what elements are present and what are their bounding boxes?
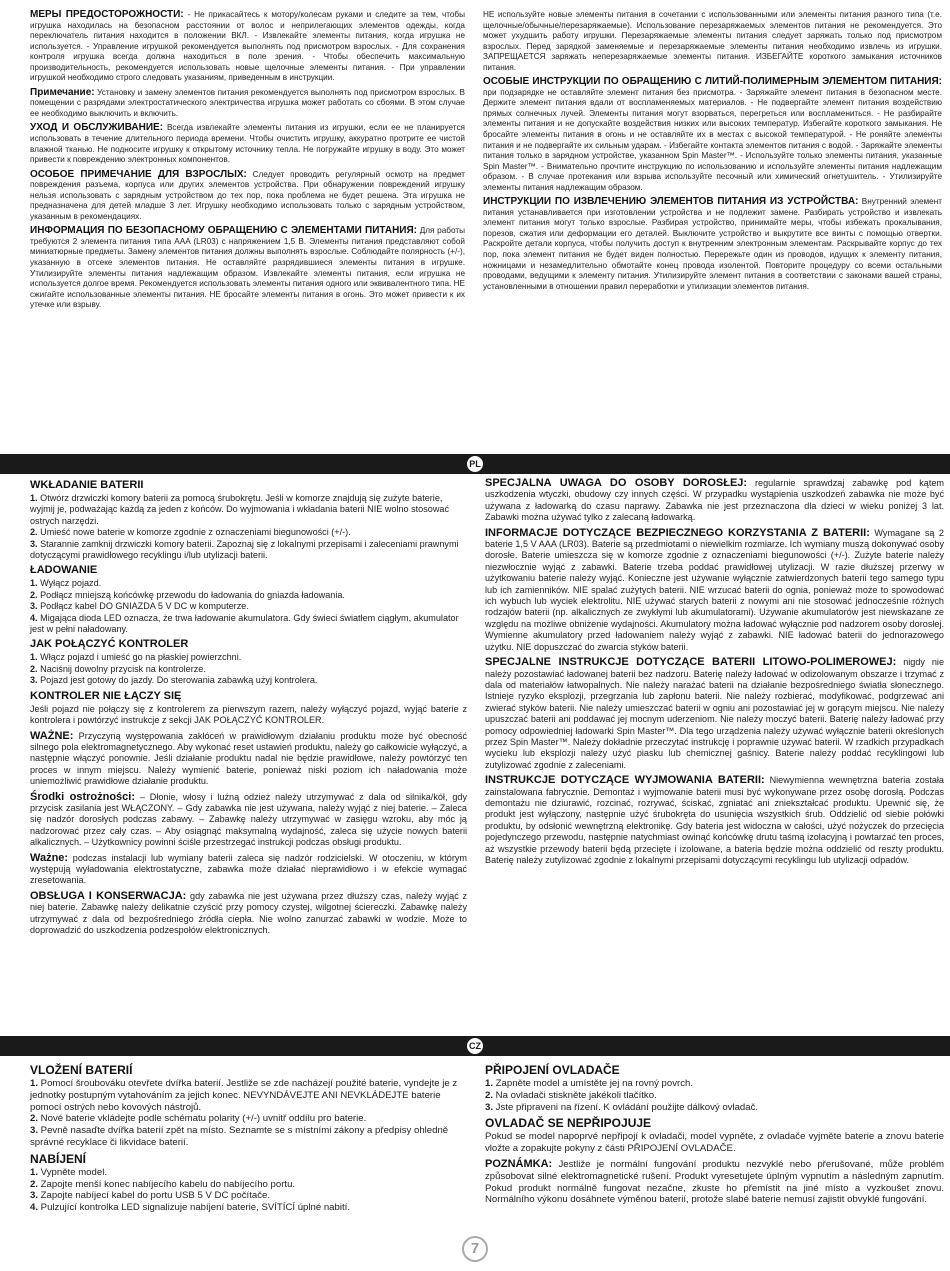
pl-pairing-heading: JAK POŁĄCZYĆ KONTROLER xyxy=(30,638,189,651)
paragraph-heading: WAŻNE: xyxy=(30,729,74,742)
paragraph xyxy=(30,10,465,84)
cz-note-paragraph xyxy=(485,1159,944,1206)
paragraph-text: nigdy nie należy pozostawiać ładowanej baterii bez nadzoru. Baterię należy ładować w odizolowanym obszarze i trzymać z dala od materiałów łatwopalnych. Nie należy narażać baterii na działanie bezpośredniego światła słonecznego. Istnieje ryzyko eksplozji, przegrzania lub zapłonu baterii. Nie należy rozbierać, modyfikować, podgrzewać ani zwierać styków baterii. Nie należy umieszczać baterii w ogniu ani pozostawiać jej w gorącym miejscu. Nie należy upuszczać baterii ani poddawać jej mocnym uderzeniom. Nie należy moczyć baterii. Baterię należy ładować przy pomocy odpowiedniej ładowarki Spin Master™. Dla tego urządzenia należy używać wyłącznie baterii określonych przez Spin Master™. Należy dokładnie przeczytać instrukcję i poprawnie używać baterii. W rzadkich przypadkach wycieku lub eksplozji należy użyć piasku lub chemicznej gaśnicy. Baterie należy poddać recyklingowi lub zutylizować zgodnie z zaleceniami. xyxy=(485,657,945,770)
step-number: 2. xyxy=(30,527,38,538)
paragraph xyxy=(30,88,465,120)
step-text: Pomocí šroubováku otevřete dvířka baterií. Jestliže se zde nacházejí použité baterie, vyndejte je z jednotky postupným vytahováním za jejich konec. NEVYNDÁVEJTE ANI NEVKLÁDEJTE baterie pomocí ostrých nebo kovových nástrojů. xyxy=(30,1078,458,1113)
step-text: Otwórz drzwiczki komory baterii za pomocą śrubokrętu. Jeśli w komorze znajdują się zużyte baterie, wyjmij je, podważając każdą za jeden z końców. Do wyjmowania i wkładania baterii NIE wolno stosować ostrych narzędzi. xyxy=(30,493,450,526)
paragraph-text: Wymagane są 2 baterie 1,5 V AAA (LR03). Baterie są przedmiotami o niewielkim rozmiarze. Ich wymiany muszą dokonywać osoby dorosłe. Baterie umieszcza się w komorze zgodnie z oznaczeniami biegunowości (+/-). Zużyte baterie należy niezwłocznie wyjąć z zabawki. Baterie trzeba poddać prawidłowej utylizacji. W razie dłuższej przerwy w użytkowaniu baterie należy wyjąć. Konieczne jest używanie wyłącznie zatwierdzonych baterii tego samego typu lub ich zamienników. NIE spalać zużytych baterii. NIE wrzucać baterii do ognia, ponieważ może to spowodować ich wybuch lub wyciek elektrolitu. NIE używać starych baterii z nowymi ani nie stosować jednocześnie różnych rodzajów baterii (np. alkalicznych ze zwykłymi lub akumulatorami). Używanie akumulatorów jest niewskazane ze względu na możliwe obniżenie wydajności. Akumulatory można ładować wyłącznie pod nadzorem osoby dorosłej. Wymienne akumulatory przed ładowaniem należy wyjąć z zabawki. NIE ładować baterii do jednorazowego użytku. NIE dopuszczać do zwarcia styków baterii. xyxy=(485,527,944,652)
list-item xyxy=(30,1190,467,1202)
paragraph xyxy=(30,853,467,887)
paragraph-text: НЕ используйте новые элементы питания в сочетании с использованными или элементы питания разного типа (т.е. щелочные/обычные/перезаряжаемые). Использование перезаряжаемых элементов питания не рекомендуется. Это может ухудшить работу игрушки. Перезаряжаемые элементы питания следует заряжать только под присмотром взрослых. Перед зарядкой заменяемые и перезаряжаемые элементы питания необходимо извлечь из игрушки. ЗАПРЕЩАЕТСЯ заряжать неперезаряжаемые элементы питания. ИЗБЕГАЙТЕ короткого замыкания источников питания. xyxy=(483,10,942,72)
step-number: 1. xyxy=(30,652,38,663)
step-number: 3. xyxy=(30,538,38,549)
pl-not-pairing-heading: KONTROLER NIE ŁĄCZY SIĘ xyxy=(30,689,182,702)
pl-section xyxy=(0,478,950,1030)
list-item xyxy=(30,493,467,527)
pl-batteries-steps xyxy=(30,493,467,561)
paragraph-text: Всегда извлекайте элементы питания из игрушки, если ее не планируется использовать в течение длительного периода времени. Чтобы очистить игрушку, аккуратно протрите ее чистой влажной тканью. Не подносите игрушку к открытому источнику тепла. Не погружайте игрушку в воду. Это может привести к повреждению электронных компонентов. xyxy=(30,123,465,165)
pl-pairing-steps xyxy=(30,652,467,686)
ru-right-column xyxy=(477,10,950,442)
cz-pairing-steps xyxy=(485,1078,944,1113)
cz-language-badge: CZ xyxy=(465,1036,485,1056)
step-number: 1. xyxy=(30,493,38,503)
list-item xyxy=(30,1125,467,1149)
paragraph xyxy=(30,123,465,165)
cz-charging-heading: NABÍJENÍ xyxy=(30,1151,87,1166)
list-item xyxy=(30,1202,467,1214)
step-number: 4. xyxy=(30,612,38,623)
paragraph-text: podczas instalacji lub wymiany baterii zaleca się nadzór rodzicielski. W otoczeniu, w którym występują wyładowania elektrostatyczne, zabawka może działać nieprawidłowo i w efekcie wymagać zresetowania. xyxy=(30,852,467,886)
step-number: 3. xyxy=(30,675,38,686)
step-number: 1. xyxy=(30,1166,39,1178)
paragraph-heading: INFORMACJE DOTYCZĄCE BEZPIECZNEGO KORZYSTANIA Z BATERII: xyxy=(485,526,870,539)
pl-section-divider xyxy=(0,454,950,474)
paragraph-text: - Не прикасайтесь к мотору/колесам руками и следите за тем, чтобы игрушка находилась на безопасном расстоянии от волос и неприлегающих элементов одежды, когда переключатель питания находится в положении ВКЛ. - Извлекайте элементы питания, когда игрушка не используется. - Управление игрушкой рекомендуется выполнять под присмотром взрослых. - Для сохранения контроля игрушка всегда должна находиться в поле зрения. - Чтобы обеспечить максимальную производительность, рекомендуется использовать новые щелочные элементы питания. - При управлении игрушкой необходимо строго следовать указаниям, приведенным в инструкции. xyxy=(30,10,465,83)
step-number: 1. xyxy=(485,1078,494,1089)
step-text: Na ovladači stiskněte jakékoli tlačítko. xyxy=(493,1089,657,1101)
cz-not-pairing-text: Pokud se model napoprvé nepřipojí k ovladači, model vypněte, z ovladače vyjměte baterie a znovu baterie vložte a zopakujte pokyny z části PŘIPOJENÍ OVLADAČE. xyxy=(485,1131,944,1155)
step-number: 2. xyxy=(30,589,38,600)
paragraph-heading: OBSŁUGA I KONSERWACJA: xyxy=(30,889,187,902)
list-item xyxy=(30,1078,467,1113)
step-number: 2. xyxy=(30,1113,39,1125)
paragraph-text: Przyczyną występowania zakłóceń w prawidłowym działaniu produktu może być obecność silnego pola elektromagnetycznego. Aby wykonać reset ustawień produktu, należy go całkowicie wyłączyć, a następnie włączyć ponownie. Jeśli działanie produktu nadal nie będzie prawidłowe, należy powtórzyć ten proces w innym miejscu. Należy wymienić baterie, ponieważ niski poziom ich naładowania może uniemożliwić prawidłowe działanie produktu. xyxy=(30,730,467,787)
paragraph xyxy=(30,792,467,849)
list-item xyxy=(485,1102,944,1114)
paragraph-heading: INSTRUKCJE DOTYCZĄCE WYJMOWANIA BATERII: xyxy=(485,774,765,787)
paragraph xyxy=(485,657,944,771)
cz-section-divider xyxy=(0,1036,950,1056)
pl-left-paragraphs xyxy=(30,731,467,937)
list-item xyxy=(30,539,467,562)
step-text: Zapojte menší konec nabíjecího kabelu do nabíjecího portu. xyxy=(38,1178,296,1190)
paragraph-text: – Dłonie, włosy i luźną odzież należy utrzymywać z dala od silnika/kół, gdy przycisk zasilania jest WŁĄCZONY. – Gdy zabawka nie jest używana, należy wyjąć z niej baterie. – Zaleca się nadzór dorosłych podczas zabawy. – Zabawkę należy utrzymywać w zasięgu wzroku, aby móc ją nadzorować przez cały czas. – Aby osiągnąć maksymalną wydajność, zaleca się użycie nowych baterii alkalicznych. – Użytkownicy powinni ściśle przestrzegać instrukcji podczas obsługi produktu. xyxy=(30,791,467,848)
list-item xyxy=(485,1090,944,1102)
cz-batteries-heading: VLOŽENÍ BATERIÍ xyxy=(30,1063,133,1077)
cz-batteries-steps xyxy=(30,1078,467,1149)
step-text: Zapněte model a umístěte jej na rovný povrch. xyxy=(493,1078,693,1089)
cz-note-text: Jestliže je normální fungování produktu nezvyklé nebo přerušované, může problém způsobovat silné elektromagnetické rušení. Produkt vyresetujete úplným vypnutím a následným zapnutím. Pokud produkt normálně fungovat nezačne, zkuste ho přemístit na jiné místo a vyzkoušet znovu. Normálního výkonu dosáhnete výměnou baterií, protože slabé baterie nemusí zajistit obvyklé fungování. xyxy=(485,1158,944,1206)
paragraph-heading: SPECJALNE INSTRUKCJE DOTYCZĄCE BATERII LITOWO-POLIMEROWEJ: xyxy=(485,656,897,669)
list-item xyxy=(30,664,467,675)
paragraph-heading: УХОД И ОБСЛУЖИВАНИЕ: xyxy=(30,122,164,134)
cz-section xyxy=(0,1062,950,1232)
list-item xyxy=(30,1167,467,1179)
paragraph-text: regularnie sprawdzaj zabawkę pod kątem uszkodzenia wtyczki, obudowy czy innych części. W przypadku wystąpienia uszkodzeń zabawka nie może być używana z ładowarką do czasu naprawy. Zabawka nie jest przeznaczona dla dzieci w wieku poniżej 3 lat. Zabawki można używać tylko z zalecaną ładowarką. xyxy=(485,478,945,523)
list-item xyxy=(30,590,467,601)
step-text: Nové baterie vkládejte podle schématu polarity (+/-) uvnitř oddílu pro baterie. xyxy=(38,1113,367,1125)
paragraph xyxy=(485,775,944,866)
paragraph-heading: ОСОБЫЕ ИНСТРУКЦИИ ПО ОБРАЩЕНИЮ С ЛИТИЙ-ПОЛИМЕРНЫМ ЭЛЕМЕНТОМ ПИТАНИЯ: xyxy=(483,76,942,88)
paragraph xyxy=(30,891,467,937)
ru-section xyxy=(0,10,950,442)
step-number: 3. xyxy=(30,1190,39,1202)
step-text: Vypněte model. xyxy=(38,1166,107,1178)
paragraph-heading: Ważne: xyxy=(30,851,69,864)
step-text: Starannie zamknij drzwiczki komory baterii. Zapoznaj się z lokalnymi przepisami i zaleceniami prawnymi dotyczącymi prawidłowego recyklingu i/lub utylizacji baterii. xyxy=(30,538,459,561)
pl-batteries-heading: WKŁADANIE BATERII xyxy=(30,479,144,491)
ru-left-column xyxy=(0,10,477,442)
list-item xyxy=(30,1179,467,1191)
paragraph-text: Внутренний элемент питания устанавливается при изготовлении устройства и не подлежит замене. Разбирать устройство и извлекать элемент питания могут только взрослые. Разбирая устройство, принимайте меры, чтобы избежать прокалывания, порезов, сжатия или деформации его деталей. Выключите устройство и выкрутите все винты с помощью отвертки. Раскройте детали корпуса, чтобы получить доступ к внутренним электронным элементам. Раскрывайте корпус до тех пор, пока элемент питания не будет виден полностью. Перережьте один из проводов, идущих к элементу питания, ножницами и незамедлительно обмотайте конец провода изолентой. Повторите процедуру со всеми остальными проводами, ведущими к элементу питания. Утилизируйте элемент питания в соответствии с законами вашей страны, установленными в отношении правил переработки и утилизации элементов питания. xyxy=(483,197,942,291)
step-text: Migająca dioda LED oznacza, że trwa ładowanie akumulatora. Gdy świeci światłem ciągłym, akumulator jest w pełni naładowany. xyxy=(30,612,459,635)
paragraph-heading: ИНСТРУКЦИИ ПО ИЗВЛЕЧЕНИЮ ЭЛЕМЕНТОВ ПИТАНИЯ ИЗ УСТРОЙСТВА: xyxy=(483,196,859,208)
paragraph-heading: SPECJALNA UWAGA DO OSOBY DOROSŁEJ: xyxy=(485,478,748,489)
list-item xyxy=(30,601,467,612)
paragraph xyxy=(485,478,944,524)
list-item xyxy=(30,578,467,589)
step-text: Włącz pojazd i umieść go na płaskiej powierzchni. xyxy=(37,652,242,663)
paragraph xyxy=(483,197,942,292)
cz-left-column xyxy=(0,1062,477,1232)
pl-charging-steps xyxy=(30,578,467,635)
step-number: 2. xyxy=(30,663,38,674)
step-number: 1. xyxy=(30,1078,39,1089)
pl-language-badge: PL xyxy=(465,454,485,474)
paragraph xyxy=(485,528,944,653)
cz-pairing-heading: PŘIPOJENÍ OVLADAČE xyxy=(485,1063,620,1077)
paragraph-text: Niewymienna wewnętrzna bateria została zainstalowana fabrycznie. Demontaż i wyjmowanie baterii musi być wykonywane przez osobę dorosłą. Podczas demontażu nie dziurawić, rozcinać, rozrywać, ściskać, zgniatać ani zniekształcać produktu. Upewnić się, że produkt jest wyłączony, następnie użyć śrubokręta do usunięcia wszystkich śrub. Oddzielić od siebie połówki produktu, by odsłonić wewnętrzną elektronikę. Gdy bateria jest widoczna w całości, użyć nożyczek do przecięcia pojedynczego przewodu, następnie natychmiast owinąć końcówkę drutu taśmą izolacyjną i powtarzać ten proces, aż wszystkie przewody baterii będą przecięte i izolowane, a bateria będzie można oddzielić od reszty produktu. Baterię należy zutylizować zgodnie z lokalnymi przepisami dotyczącymi recyklingu lub utylizacji odpadów. xyxy=(485,775,944,865)
cz-note-heading: POZNÁMKA: xyxy=(485,1157,553,1170)
step-text: Umieść nowe baterie w komorze zgodnie z oznaczeniami biegunowości (+/-). xyxy=(37,527,351,538)
cz-charging-steps xyxy=(30,1167,467,1214)
paragraph-heading: ИНФОРМАЦИЯ ПО БЕЗОПАСНОМУ ОБРАЩЕНИЮ С ЭЛЕМЕНТАМИ ПИТАНИЯ: xyxy=(30,225,418,237)
paragraph-heading: Środki ostrożności: xyxy=(30,790,136,803)
step-text: Wyłącz pojazd. xyxy=(37,578,102,589)
cz-not-pairing-heading: OVLADAČ SE NEPŘIPOJUJE xyxy=(485,1116,652,1131)
paragraph xyxy=(30,170,465,223)
paragraph xyxy=(483,77,942,193)
step-text: Podłącz mniejszą końcówkę przewodu do ładowania do gniazda ładowania. xyxy=(37,589,345,600)
step-number: 2. xyxy=(30,1178,39,1190)
paragraph-text: Следует проводить регулярный осмотр на предмет повреждения разъема, корпуса или других элементов устройства. При обнаружении повреждений игрушку нельзя использовать с зарядным устройством до тех пор, пока проблема не будет решена. Эта игрушка не предназначена для детей младше 3 лет. Игрушку необходимо использовать только с зарядным устройством, указанным в рекомендациях. xyxy=(30,169,465,221)
step-number: 3. xyxy=(30,1125,39,1137)
list-item xyxy=(30,527,467,538)
step-number: 4. xyxy=(30,1202,39,1214)
step-number: 2. xyxy=(485,1089,494,1101)
paragraph-text: при подзарядке не оставляйте элемент питания без присмотра. - Заряжайте элемент питания в безопасном месте. Держите элемент питания вдали от воспламеняемых материалов. - Не подвергайте элемент питания воздействию прямых солнечных лучей. Элементы питания могут взорваться, перегреться или воспламениться. - Не разбирайте элементы питания и не допускайте воздействия низких или высоких температур. Избегайте короткого замыкания. Не бросайте элементы питания в огонь и не оставляйте их в местах с высокой температурой. - Не роняйте элементы питания и не подвергайте их сильным ударам. - Избегайте контакта элементов питания с водой. - Заряжайте элементы питания только в зарядном устройстве, указанном Spin Master™. - Используйте только элементы питания, указанные Spin Master™. - Внимательно прочтите инструкцию по использованию и используйте элементы питания надлежащим образом. - В случае протекания или взрыва используйте песочный или химический огнетушитель. - Утилизируйте элементы питания надлежащим образом. xyxy=(483,87,942,192)
step-text: Naciśnij dowolny przycisk na kontrolerze. xyxy=(37,663,206,674)
list-item xyxy=(30,675,467,686)
cz-right-column xyxy=(477,1062,950,1232)
list-item xyxy=(30,1113,467,1125)
paragraph-text: Для работы требуются 2 элемента питания типа AAA (LR03) с напряжением 1,5 В. Элементы питания представляют собой миниатюрные предметы. Замену элементов питания должны выполнять взрослые. Соблюдайте полярность (+/-), указанную в отсеке элементов питания. Не оставляйте разрядившиеся элементы питания в игрушке. Утилизируйте элементы питания надлежащим образом. Извлекайте элементы питания, если игрушка не используется долгое время. Рекомендуется использовать элементы питания одного или эквивалентного типа. НЕ сжигайте использованные элементы питания. НЕ бросайте элементы питания в огонь. Это может привести к их утечке или взрыву. xyxy=(30,226,465,310)
paragraph xyxy=(483,10,942,73)
paragraph xyxy=(30,226,465,310)
pl-not-pairing-text: Jeśli pojazd nie połączy się z kontrolerem za pierwszym razem, należy wyłączyć pojazd, wyjąć baterie z kontrolera i powtórzyć instrukcje z sekcji JAK POŁĄCZYĆ KONTROLER. xyxy=(30,703,467,726)
paragraph-heading: Примечание: xyxy=(30,86,95,98)
paragraph xyxy=(30,731,467,788)
pl-charging-heading: ŁADOWANIE xyxy=(30,564,98,577)
paragraph-text: gdy zabawka nie jest używana przez dłuższy czas, należy wyjąć z niej baterie. Zabawkę należy delikatnie czyścić przy pomocy czystej, wilgotnej ściereczki. Zabawkę należy utrzymywać z dala od bezpośredniego źródła ciepła. Nie wolno zanurzać zabawki w wodzie. Może to doprowadzić do uszkodzenia podzespołów elektronicznych. xyxy=(30,890,467,935)
list-item xyxy=(485,1078,944,1090)
paragraph-text: Установку и замену элементов питания рекомендуется выполнять под присмотром взрослых. В помещении с разрядами электростатического электричества игрушка может работать со сбоями. В этом случае ее необходимо выключить и включить. xyxy=(30,87,465,118)
list-item xyxy=(30,652,467,663)
step-text: Pevně nasaďte dvířka baterií zpět na místo. Seznamte se s místními zákony a předpisy ohledně správné recyklace či likvidace baterií. xyxy=(30,1125,449,1148)
step-number: 3. xyxy=(30,601,38,612)
step-number: 1. xyxy=(30,578,38,589)
step-text: Pojazd jest gotowy do jazdy. Do sterowania zabawką użyj kontrolera. xyxy=(37,675,318,686)
list-item xyxy=(30,613,467,636)
paragraph-heading: МЕРЫ ПРЕДОСТОРОЖНОСТИ: xyxy=(30,10,184,20)
step-number: 3. xyxy=(485,1101,494,1113)
step-text: Podłącz kabel DO GNIAZDA 5 V DC w komputerze. xyxy=(37,601,249,612)
page-number: 7 xyxy=(462,1236,488,1262)
step-text: Jste připraveni na řízení. K ovládání použijte dálkový ovladač. xyxy=(493,1101,759,1113)
paragraph-heading: ОСОБОЕ ПРИМЕЧАНИЕ ДЛЯ ВЗРОСЛЫХ: xyxy=(30,168,247,180)
pl-right-column xyxy=(477,478,950,1030)
step-text: Zapojte nabíjecí kabel do portu USB 5 V DC počítače. xyxy=(38,1190,270,1202)
pl-left-column xyxy=(0,478,477,1030)
step-text: Pulzující kontrolka LED signalizuje nabíjení baterie, SVÍTÍCÍ úplné nabití. xyxy=(38,1202,350,1214)
